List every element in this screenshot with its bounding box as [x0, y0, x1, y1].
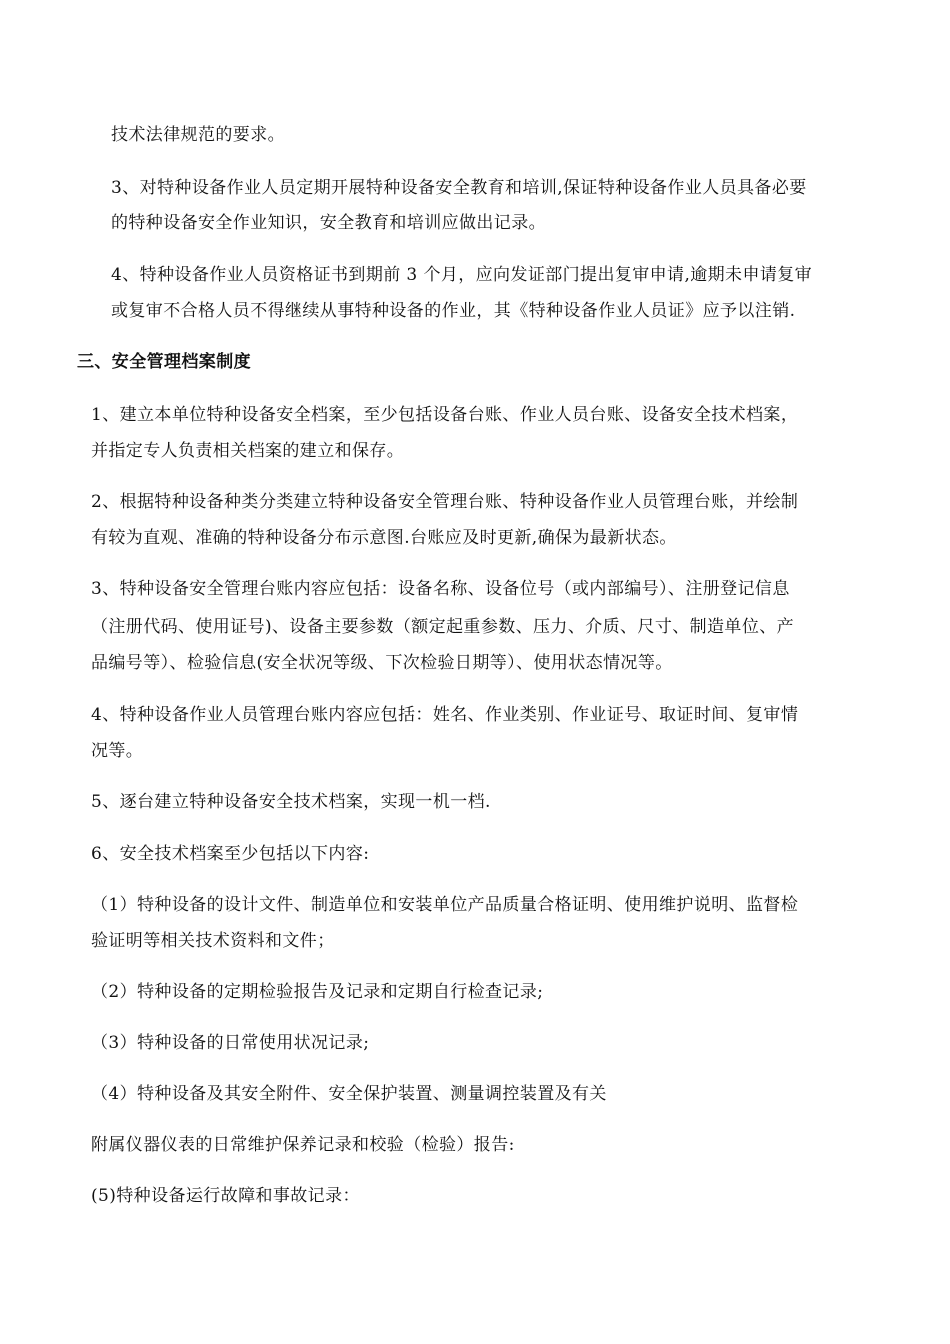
text-line: 6、安全技术档案至少包括以下内容: — [91, 844, 370, 864]
text-line: 2、根据特种设备种类分类建立特种设备安全管理台账、特种设备作业人员管理台账，并绘制 — [91, 492, 799, 512]
text-line: 附属仪器仪表的日常维护保养记录和校验（检验）报告: — [91, 1135, 515, 1155]
text-line: （4）特种设备及其安全附件、安全保护装置、测量调控装置及有关 — [91, 1084, 607, 1104]
text-line: 或复审不合格人员不得继续从事特种设备的作业，其《特种设备作业人员证》应予以注销. — [111, 301, 796, 321]
text-line: 品编号等）、检验信息(安全状况等级、下次检验日期等）、使用状态情况等。 — [91, 653, 673, 673]
text-line: 有较为直观、准确的特种设备分布示意图.台账应及时更新,确保为最新状态。 — [91, 528, 677, 548]
text-line: 1、建立本单位特种设备安全档案，至少包括设备台账、作业人员台账、设备安全技术档案， — [91, 405, 799, 425]
text-line: (5)特种设备运行故障和事故记录： — [91, 1186, 360, 1206]
text-line: 3、对特种设备作业人员定期开展特种设备安全教育和培训,保证特种设备作业人员具备必要 — [111, 178, 807, 198]
text-line: 5、逐台建立特种设备安全技术档案，实现一机一档. — [91, 792, 491, 812]
text-line: 况等。 — [91, 741, 144, 761]
text-line: 3、特种设备安全管理台账内容应包括：设备名称、设备位号（或内部编号）、注册登记信息 — [91, 579, 790, 599]
text-line: 技术法律规范的要求。 — [111, 125, 285, 145]
text-line: （1）特种设备的设计文件、制造单位和安装单位产品质量合格证明、使用维护说明、监督检 — [91, 895, 799, 915]
text-line: （注册代码、使用证号)、设备主要参数（额定起重参数、压力、介质、尺寸、制造单位、产 — [91, 617, 795, 637]
section-heading: 三、安全管理档案制度 — [77, 352, 251, 372]
text-line: （2）特种设备的定期检验报告及记录和定期自行检查记录; — [91, 982, 544, 1002]
text-line: 的特种设备安全作业知识，安全教育和培训应做出记录。 — [111, 213, 546, 233]
text-line: （3）特种设备的日常使用状况记录; — [91, 1033, 370, 1053]
text-line: 验证明等相关技术资料和文件； — [91, 931, 335, 951]
text-line: 4、特种设备作业人员资格证书到期前 3 个月，应向发证部门提出复审申请,逾期未申请复审 — [111, 265, 813, 285]
text-line: 并指定专人负责相关档案的建立和保存。 — [91, 441, 405, 461]
text-line: 4、特种设备作业人员管理台账内容应包括：姓名、作业类别、作业证号、取证时间、复审情 — [91, 705, 799, 725]
